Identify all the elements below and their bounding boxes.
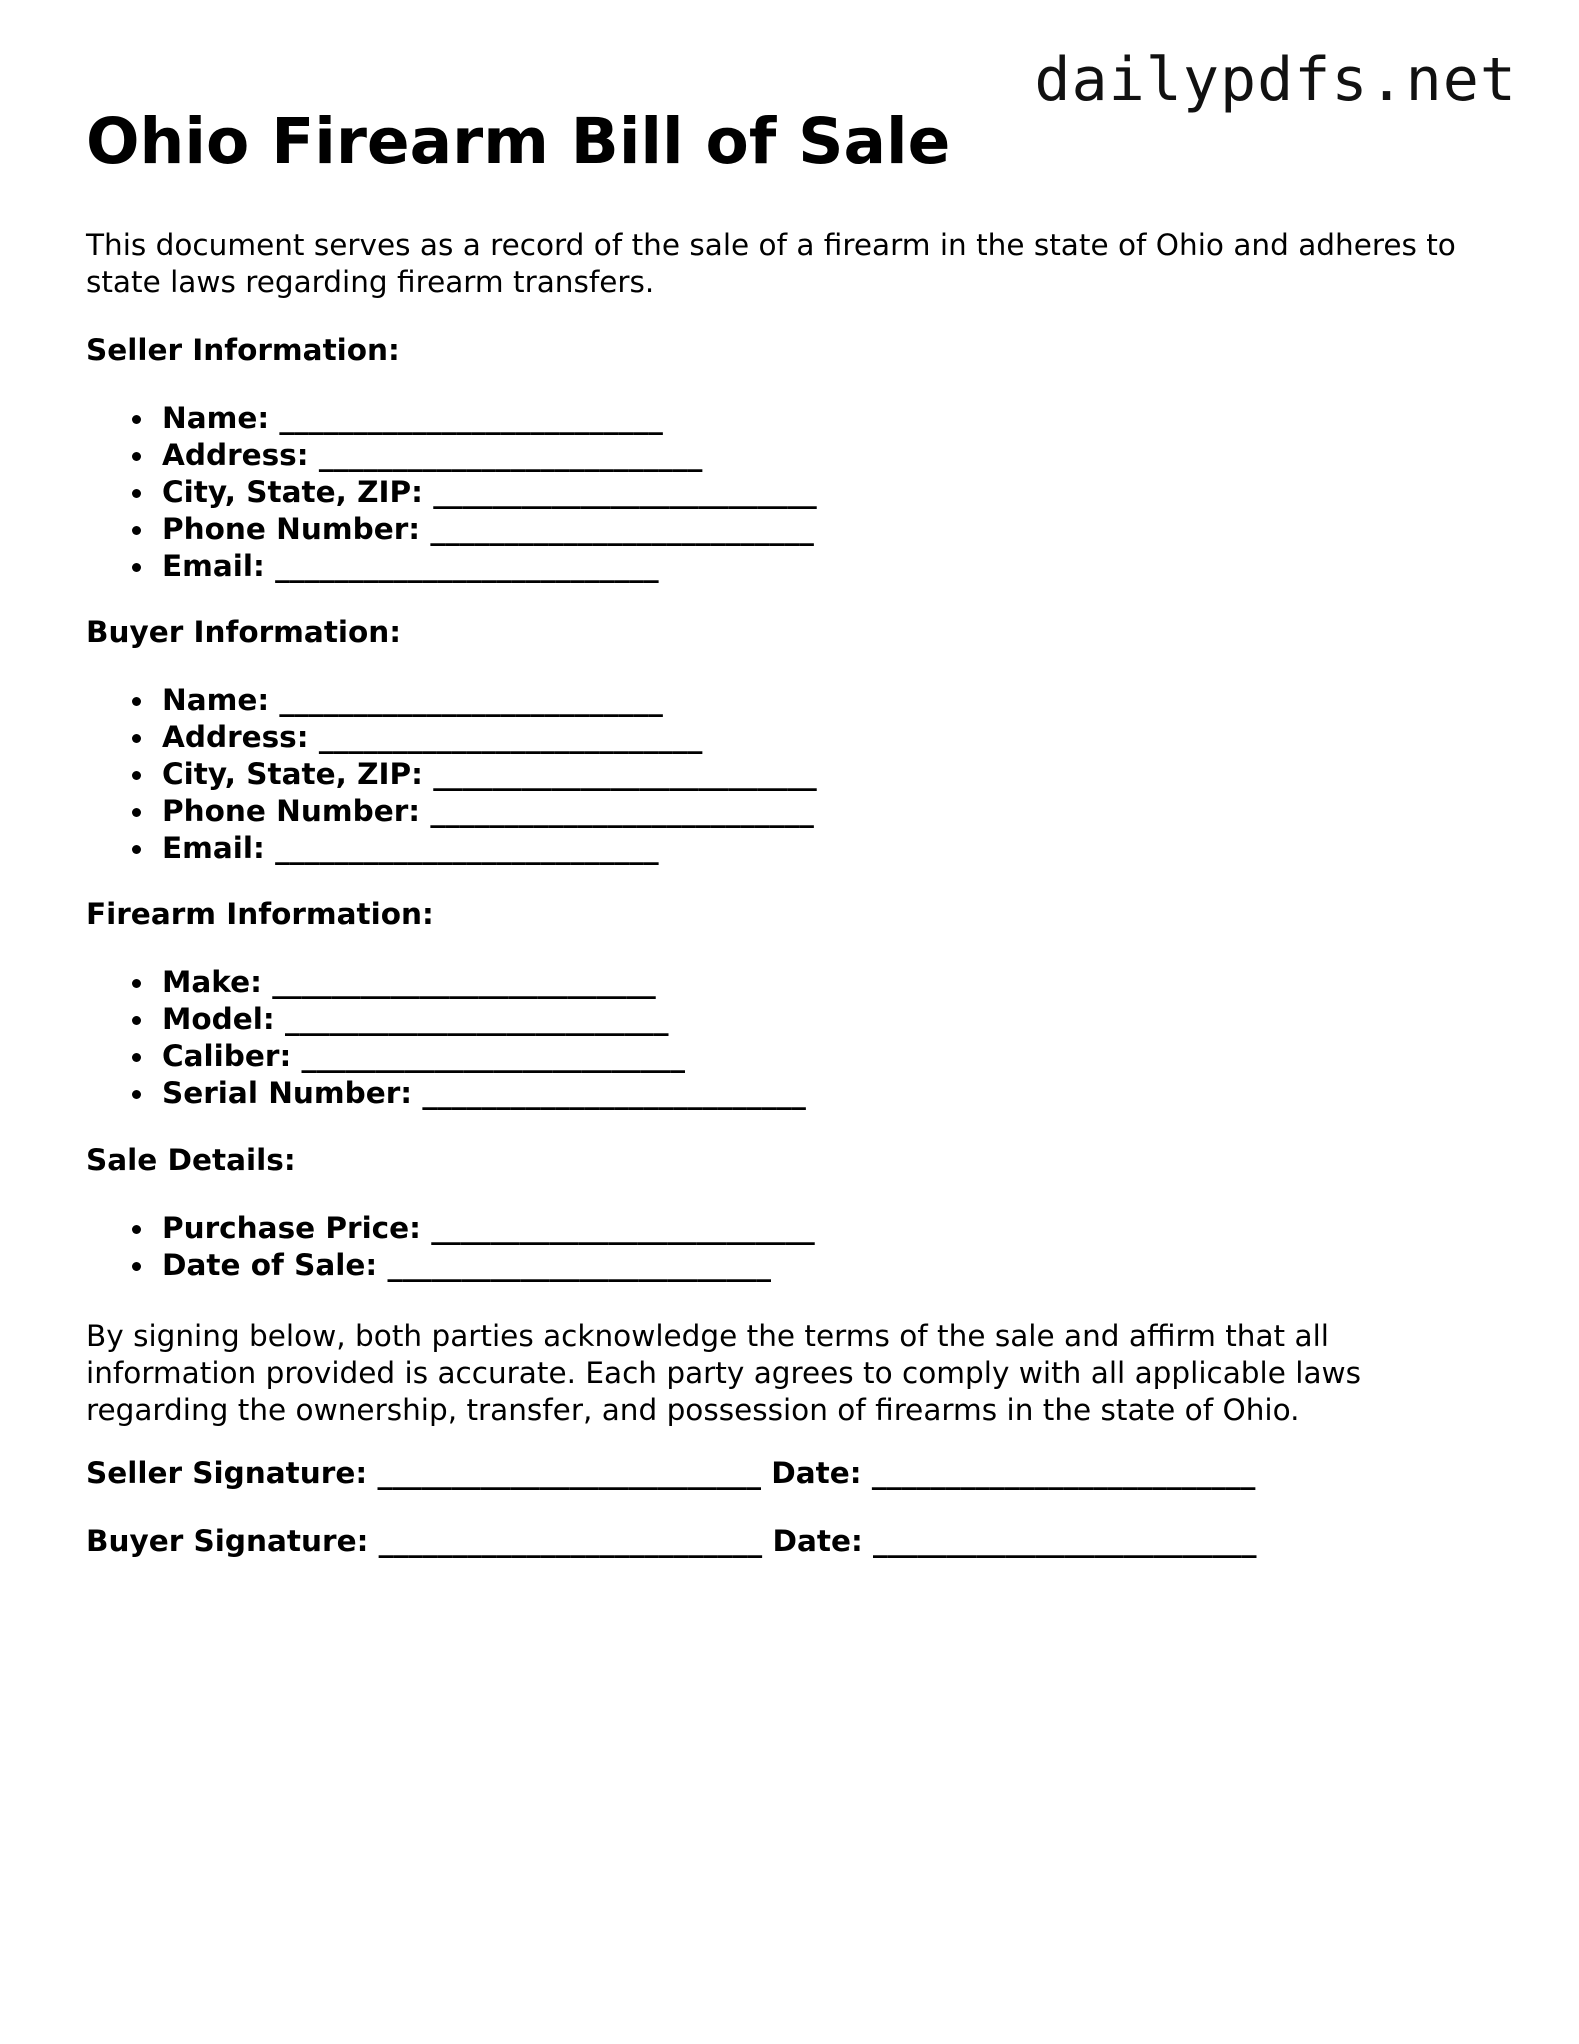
fill-in-blank[interactable]: __________________________ <box>275 549 659 583</box>
fill-in-blank[interactable]: __________________________ <box>279 401 663 435</box>
field-label: Model: <box>162 1002 275 1036</box>
buyer-city-state-zip-field[interactable] <box>162 756 817 793</box>
sale-section-heading: Sale Details: <box>86 1143 296 1177</box>
fill-in-blank[interactable]: __________________________ <box>430 794 814 828</box>
firearm-model-field[interactable] <box>162 1001 806 1038</box>
intro-paragraph: This document serves as a record of the sale of a firearm in the state of Ohio and adheres to state laws regarding firearm transfers. <box>86 228 1456 299</box>
fill-in-blank[interactable]: __________________________ <box>284 1002 669 1036</box>
field-label: Address: <box>162 438 309 472</box>
fill-in-blank[interactable]: __________________________ <box>279 683 663 717</box>
watermark-logo: dailypdfs.net <box>1034 45 1517 115</box>
field-label: Name: <box>162 401 270 435</box>
fill-in-blank[interactable]: __________________________ <box>318 720 703 754</box>
firearm-caliber-field[interactable] <box>162 1038 806 1075</box>
seller-date-blank[interactable]: __________________________ <box>871 1456 1256 1490</box>
field-label: Caliber: <box>162 1039 292 1073</box>
seller-fields-list <box>86 400 817 585</box>
field-label: Email: <box>162 831 265 865</box>
seller-city-state-zip-field[interactable] <box>162 474 817 511</box>
buyer-fields-list <box>86 682 817 867</box>
field-label: Phone Number: <box>162 794 421 828</box>
field-label: Purchase Price: <box>162 1211 421 1245</box>
fill-in-blank[interactable]: __________________________ <box>275 831 659 865</box>
firearm-fields-list <box>86 964 806 1112</box>
fill-in-blank[interactable]: __________________________ <box>422 1076 806 1110</box>
buyer-name-field[interactable] <box>162 682 817 719</box>
firearm-serial-number-field[interactable] <box>162 1075 806 1112</box>
buyer-section-heading: Buyer Information: <box>86 615 402 649</box>
buyer-address-field[interactable] <box>162 719 817 756</box>
buyer-signature-blank[interactable]: __________________________ <box>378 1524 763 1558</box>
field-label: Serial Number: <box>162 1076 413 1110</box>
fill-in-blank[interactable]: __________________________ <box>430 512 814 546</box>
seller-signature-blank[interactable]: __________________________ <box>377 1456 761 1490</box>
seller-signature-line <box>86 1455 1255 1492</box>
page-title: Ohio Firearm Bill of Sale <box>86 105 951 178</box>
buyer-signature-line <box>86 1523 1257 1560</box>
fill-in-blank[interactable]: __________________________ <box>318 438 703 472</box>
firearm-make-field[interactable] <box>162 964 806 1001</box>
fill-in-blank[interactable]: __________________________ <box>433 475 817 509</box>
fill-in-blank[interactable]: __________________________ <box>431 1211 815 1245</box>
buyer-date-label: Date: <box>772 1524 863 1558</box>
closing-paragraph: By signing below, both parties acknowledge the terms of the sale and affirm that all information provided is accurate. Each party agrees to comply with all applicable laws regarding the ownership, transfer, and possession of firearms in the state of Ohio. <box>86 1319 1362 1427</box>
fill-in-blank[interactable]: __________________________ <box>433 757 817 791</box>
buyer-phone-field[interactable] <box>162 793 817 830</box>
seller-address-field[interactable] <box>162 437 817 474</box>
field-label: Make: <box>162 965 262 999</box>
buyer-signature-label: Buyer Signature: <box>86 1524 369 1558</box>
date-of-sale-field[interactable] <box>162 1247 815 1284</box>
seller-signature-label: Seller Signature: <box>86 1456 368 1490</box>
seller-date-label: Date: <box>771 1456 862 1490</box>
fill-in-blank[interactable]: __________________________ <box>272 965 656 999</box>
fill-in-blank[interactable]: __________________________ <box>301 1039 686 1073</box>
seller-email-field[interactable] <box>162 548 817 585</box>
field-label: City, State, ZIP: <box>162 475 423 509</box>
field-label: Date of Sale: <box>162 1248 378 1282</box>
field-label: Name: <box>162 683 270 717</box>
seller-phone-field[interactable] <box>162 511 817 548</box>
sale-fields-list <box>86 1210 815 1284</box>
seller-name-field[interactable] <box>162 400 817 437</box>
buyer-email-field[interactable] <box>162 830 817 867</box>
seller-section-heading: Seller Information: <box>86 333 400 367</box>
fill-in-blank[interactable]: __________________________ <box>387 1248 771 1282</box>
field-label: Address: <box>162 720 309 754</box>
field-label: Email: <box>162 549 265 583</box>
field-label: City, State, ZIP: <box>162 757 423 791</box>
field-label: Phone Number: <box>162 512 421 546</box>
firearm-section-heading: Firearm Information: <box>86 897 434 931</box>
buyer-date-blank[interactable]: __________________________ <box>873 1524 1257 1558</box>
purchase-price-field[interactable] <box>162 1210 815 1247</box>
